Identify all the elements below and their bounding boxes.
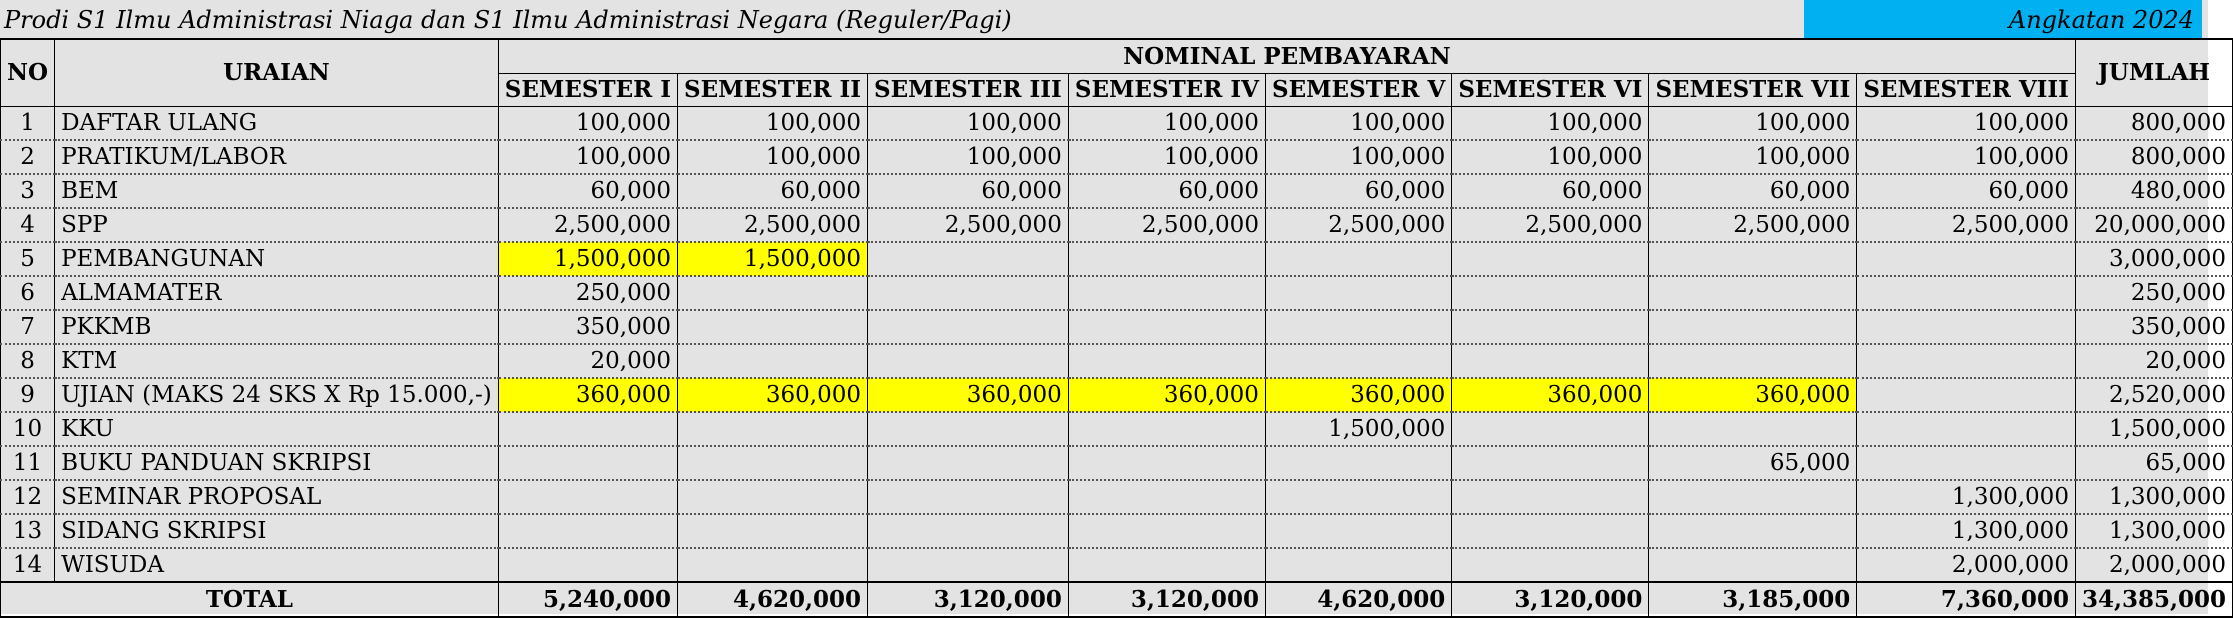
cell-semester-8[interactable] xyxy=(1857,344,2076,378)
cell-jumlah[interactable]: 2,520,000 xyxy=(2075,378,2232,412)
total-semester-5[interactable]: 4,620,000 xyxy=(1265,582,1451,617)
cell-semester-2[interactable] xyxy=(678,412,868,446)
cell-semester-1[interactable]: 20,000 xyxy=(498,344,677,378)
cell-semester-7[interactable] xyxy=(1649,276,1857,310)
cell-uraian[interactable]: WISUDA xyxy=(55,548,499,582)
total-semester-3[interactable]: 3,120,000 xyxy=(868,582,1069,617)
cell-semester-6[interactable] xyxy=(1452,548,1649,582)
cell-semester-3[interactable] xyxy=(868,310,1069,344)
cell-semester-6[interactable] xyxy=(1452,310,1649,344)
cell-semester-6[interactable] xyxy=(1452,480,1649,514)
cell-semester-2[interactable] xyxy=(678,446,868,480)
cell-semester-3[interactable] xyxy=(868,548,1069,582)
header-semester-8[interactable]: SEMESTER VIII xyxy=(1857,74,2076,107)
cell-semester-8[interactable] xyxy=(1857,276,2076,310)
cell-semester-6[interactable] xyxy=(1452,446,1649,480)
cell-semester-5[interactable]: 60,000 xyxy=(1265,174,1451,208)
cell-semester-8[interactable]: 1,300,000 xyxy=(1857,514,2076,548)
cell-uraian[interactable]: KTM xyxy=(55,344,499,378)
cell-uraian[interactable]: SEMINAR PROPOSAL xyxy=(55,480,499,514)
cell-semester-4[interactable]: 60,000 xyxy=(1068,174,1265,208)
cell-semester-6[interactable] xyxy=(1452,412,1649,446)
cell-uraian[interactable]: BUKU PANDUAN SKRIPSI xyxy=(55,446,499,480)
total-semester-2[interactable]: 4,620,000 xyxy=(678,582,868,617)
cell-jumlah[interactable]: 2,000,000 xyxy=(2075,548,2232,582)
table-row xyxy=(1,140,2233,174)
sheet-title[interactable]: Prodi S1 Ilmu Administrasi Niaga dan S1 Ilmu Administrasi Negara (Reguler/Pagi) xyxy=(4,6,1012,34)
header-semester-7[interactable]: SEMESTER VII xyxy=(1649,74,1857,107)
cell-semester-4[interactable] xyxy=(1068,514,1265,548)
header-jumlah[interactable]: JUMLAH xyxy=(2075,39,2232,107)
cell-semester-2[interactable] xyxy=(678,310,868,344)
angkatan-cell[interactable]: Angkatan 2024 xyxy=(1804,0,2202,38)
cell-semester-6[interactable] xyxy=(1452,514,1649,548)
cell-semester-7[interactable]: 360,000 xyxy=(1649,378,1857,412)
cell-uraian[interactable]: PKKMB xyxy=(55,310,499,344)
cell-semester-5[interactable] xyxy=(1265,276,1451,310)
cell-semester-4[interactable]: 100,000 xyxy=(1068,140,1265,174)
cell-semester-7[interactable]: 100,000 xyxy=(1649,140,1857,174)
total-semester-8[interactable]: 7,360,000 xyxy=(1857,582,2076,617)
cell-semester-5[interactable] xyxy=(1265,446,1451,480)
cell-no[interactable]: 9 xyxy=(1,378,55,412)
cell-semester-4[interactable]: 2,500,000 xyxy=(1068,208,1265,242)
cell-semester-8[interactable]: 100,000 xyxy=(1857,107,2076,141)
table-row xyxy=(1,548,2233,582)
cell-no[interactable]: 11 xyxy=(1,446,55,480)
cell-semester-8[interactable]: 60,000 xyxy=(1857,174,2076,208)
cell-semester-1[interactable] xyxy=(498,446,677,480)
cell-semester-6[interactable] xyxy=(1452,344,1649,378)
cell-semester-1[interactable] xyxy=(498,412,677,446)
cell-semester-4[interactable]: 100,000 xyxy=(1068,107,1265,141)
cell-semester-5[interactable] xyxy=(1265,514,1451,548)
cell-semester-2[interactable]: 2,500,000 xyxy=(678,208,868,242)
cell-semester-6[interactable] xyxy=(1452,242,1649,276)
cell-semester-1[interactable]: 60,000 xyxy=(498,174,677,208)
cell-jumlah[interactable]: 65,000 xyxy=(2075,446,2232,480)
cell-semester-8[interactable] xyxy=(1857,412,2076,446)
cell-semester-4[interactable]: 360,000 xyxy=(1068,378,1265,412)
table-row xyxy=(1,276,2233,310)
cell-semester-5[interactable]: 360,000 xyxy=(1265,378,1451,412)
cell-semester-7[interactable] xyxy=(1649,310,1857,344)
cell-semester-7[interactable] xyxy=(1649,480,1857,514)
cell-no[interactable]: 4 xyxy=(1,208,55,242)
table-row xyxy=(1,174,2233,208)
fee-table xyxy=(0,38,2233,618)
cell-semester-2[interactable] xyxy=(678,514,868,548)
cell-semester-5[interactable] xyxy=(1265,548,1451,582)
cell-semester-3[interactable] xyxy=(868,412,1069,446)
header-semester-5[interactable]: SEMESTER V xyxy=(1265,74,1451,107)
cell-semester-4[interactable] xyxy=(1068,310,1265,344)
cell-semester-5[interactable] xyxy=(1265,310,1451,344)
cell-uraian[interactable]: UJIAN (MAKS 24 SKS X Rp 15.000,-) xyxy=(55,378,499,412)
cell-semester-1[interactable]: 2,500,000 xyxy=(498,208,677,242)
cell-jumlah[interactable]: 3,000,000 xyxy=(2075,242,2232,276)
cell-semester-5[interactable]: 100,000 xyxy=(1265,140,1451,174)
cell-semester-1[interactable] xyxy=(498,514,677,548)
table-row xyxy=(1,208,2233,242)
cell-semester-5[interactable] xyxy=(1265,480,1451,514)
cell-no[interactable]: 6 xyxy=(1,276,55,310)
cell-semester-5[interactable]: 1,500,000 xyxy=(1265,412,1451,446)
table-row xyxy=(1,480,2233,514)
cell-semester-4[interactable] xyxy=(1068,412,1265,446)
cell-semester-7[interactable]: 65,000 xyxy=(1649,446,1857,480)
cell-semester-3[interactable] xyxy=(868,480,1069,514)
cell-uraian[interactable]: KKU xyxy=(55,412,499,446)
cell-uraian[interactable]: ALMAMATER xyxy=(55,276,499,310)
cell-semester-4[interactable] xyxy=(1068,446,1265,480)
total-semester-6[interactable]: 3,120,000 xyxy=(1452,582,1649,617)
cell-semester-2[interactable] xyxy=(678,276,868,310)
table-row xyxy=(1,412,2233,446)
cell-semester-3[interactable]: 2,500,000 xyxy=(868,208,1069,242)
header-semester-3[interactable]: SEMESTER III xyxy=(868,74,1069,107)
table-row xyxy=(1,378,2233,412)
cell-uraian[interactable]: SIDANG SKRIPSI xyxy=(55,514,499,548)
cell-no[interactable]: 10 xyxy=(1,412,55,446)
total-semester-1[interactable]: 5,240,000 xyxy=(498,582,677,617)
cell-jumlah[interactable]: 1,500,000 xyxy=(2075,412,2232,446)
cell-jumlah[interactable]: 350,000 xyxy=(2075,310,2232,344)
cell-no[interactable]: 7 xyxy=(1,310,55,344)
cell-semester-5[interactable]: 100,000 xyxy=(1265,107,1451,141)
table-row xyxy=(1,242,2233,276)
cell-semester-8[interactable] xyxy=(1857,242,2076,276)
cell-semester-7[interactable] xyxy=(1649,548,1857,582)
cell-semester-4[interactable] xyxy=(1068,480,1265,514)
header-semester-6[interactable]: SEMESTER VI xyxy=(1452,74,1649,107)
cell-semester-8[interactable] xyxy=(1857,378,2076,412)
cell-semester-3[interactable]: 360,000 xyxy=(868,378,1069,412)
cell-jumlah[interactable]: 20,000 xyxy=(2075,344,2232,378)
cell-no[interactable]: 13 xyxy=(1,514,55,548)
cell-semester-7[interactable]: 100,000 xyxy=(1649,107,1857,141)
cell-semester-1[interactable]: 100,000 xyxy=(498,140,677,174)
cell-uraian[interactable]: SPP xyxy=(55,208,499,242)
cell-semester-2[interactable] xyxy=(678,548,868,582)
cell-semester-6[interactable]: 60,000 xyxy=(1452,174,1649,208)
cell-semester-7[interactable] xyxy=(1649,344,1857,378)
cell-no[interactable]: 14 xyxy=(1,548,55,582)
cell-no[interactable]: 3 xyxy=(1,174,55,208)
cell-semester-3[interactable]: 60,000 xyxy=(868,174,1069,208)
cell-semester-2[interactable]: 360,000 xyxy=(678,378,868,412)
cell-semester-8[interactable]: 1,300,000 xyxy=(1857,480,2076,514)
cell-semester-7[interactable]: 2,500,000 xyxy=(1649,208,1857,242)
total-jumlah[interactable]: 34,385,000 xyxy=(2075,582,2232,617)
cell-semester-7[interactable] xyxy=(1649,242,1857,276)
total-semester-4[interactable]: 3,120,000 xyxy=(1068,582,1265,617)
cell-semester-2[interactable] xyxy=(678,344,868,378)
cell-jumlah[interactable]: 1,300,000 xyxy=(2075,480,2232,514)
cell-semester-4[interactable] xyxy=(1068,548,1265,582)
header-no[interactable]: NO xyxy=(1,39,55,107)
cell-jumlah[interactable]: 20,000,000 xyxy=(2075,208,2232,242)
cell-semester-1[interactable]: 250,000 xyxy=(498,276,677,310)
cell-semester-4[interactable] xyxy=(1068,344,1265,378)
header-semester-1[interactable]: SEMESTER I xyxy=(498,74,677,107)
total-row xyxy=(1,582,2233,617)
cell-no[interactable]: 12 xyxy=(1,480,55,514)
cell-semester-3[interactable]: 100,000 xyxy=(868,107,1069,141)
cell-uraian[interactable]: DAFTAR ULANG xyxy=(55,107,499,141)
cell-semester-7[interactable] xyxy=(1649,412,1857,446)
cell-semester-1[interactable]: 1,500,000 xyxy=(498,242,677,276)
cell-semester-8[interactable] xyxy=(1857,446,2076,480)
cell-semester-6[interactable]: 360,000 xyxy=(1452,378,1649,412)
cell-semester-3[interactable] xyxy=(868,514,1069,548)
cell-semester-3[interactable] xyxy=(868,344,1069,378)
cell-semester-2[interactable]: 100,000 xyxy=(678,107,868,141)
cell-semester-1[interactable]: 100,000 xyxy=(498,107,677,141)
cell-semester-8[interactable] xyxy=(1857,310,2076,344)
cell-semester-3[interactable] xyxy=(868,242,1069,276)
cell-jumlah[interactable]: 1,300,000 xyxy=(2075,514,2232,548)
cell-semester-3[interactable] xyxy=(868,446,1069,480)
cell-semester-8[interactable]: 100,000 xyxy=(1857,140,2076,174)
cell-semester-2[interactable]: 100,000 xyxy=(678,140,868,174)
cell-semester-2[interactable]: 60,000 xyxy=(678,174,868,208)
cell-semester-8[interactable]: 2,500,000 xyxy=(1857,208,2076,242)
cell-semester-5[interactable] xyxy=(1265,344,1451,378)
cell-no[interactable]: 5 xyxy=(1,242,55,276)
total-semester-7[interactable]: 3,185,000 xyxy=(1649,582,1857,617)
cell-semester-2[interactable]: 1,500,000 xyxy=(678,242,868,276)
header-semester-4[interactable]: SEMESTER IV xyxy=(1068,74,1265,107)
cell-semester-7[interactable] xyxy=(1649,514,1857,548)
header-nominal-pembayaran[interactable]: NOMINAL PEMBAYARAN xyxy=(498,39,2075,74)
cell-jumlah[interactable]: 480,000 xyxy=(2075,174,2232,208)
cell-semester-6[interactable]: 2,500,000 xyxy=(1452,208,1649,242)
cell-semester-4[interactable] xyxy=(1068,276,1265,310)
cell-semester-8[interactable]: 2,000,000 xyxy=(1857,548,2076,582)
cell-semester-3[interactable] xyxy=(868,276,1069,310)
cell-semester-6[interactable]: 100,000 xyxy=(1452,107,1649,141)
cell-semester-5[interactable] xyxy=(1265,242,1451,276)
header-semester-2[interactable]: SEMESTER II xyxy=(678,74,868,107)
cell-semester-5[interactable]: 2,500,000 xyxy=(1265,208,1451,242)
cell-no[interactable]: 1 xyxy=(1,107,55,141)
header-uraian[interactable]: URAIAN xyxy=(55,39,499,107)
cell-semester-3[interactable]: 100,000 xyxy=(868,140,1069,174)
cell-jumlah[interactable]: 800,000 xyxy=(2075,140,2232,174)
table-row xyxy=(1,344,2233,378)
cell-semester-4[interactable] xyxy=(1068,242,1265,276)
cell-semester-1[interactable] xyxy=(498,548,677,582)
cell-semester-6[interactable] xyxy=(1452,276,1649,310)
cell-semester-6[interactable]: 100,000 xyxy=(1452,140,1649,174)
cell-no[interactable]: 2 xyxy=(1,140,55,174)
table-row xyxy=(1,514,2233,548)
cell-semester-1[interactable] xyxy=(498,480,677,514)
cell-uraian[interactable]: PRATIKUM/LABOR xyxy=(55,140,499,174)
title-row xyxy=(0,0,2208,38)
table-row xyxy=(1,310,2233,344)
cell-jumlah[interactable]: 250,000 xyxy=(2075,276,2232,310)
cell-semester-7[interactable]: 60,000 xyxy=(1649,174,1857,208)
table-row xyxy=(1,107,2233,141)
cell-no[interactable]: 8 xyxy=(1,344,55,378)
cell-uraian[interactable]: BEM xyxy=(55,174,499,208)
table-row xyxy=(1,446,2233,480)
total-label[interactable]: TOTAL xyxy=(1,582,499,617)
cell-semester-1[interactable]: 360,000 xyxy=(498,378,677,412)
cell-jumlah[interactable]: 800,000 xyxy=(2075,107,2232,141)
cell-semester-2[interactable] xyxy=(678,480,868,514)
cell-semester-1[interactable]: 350,000 xyxy=(498,310,677,344)
cell-uraian[interactable]: PEMBANGUNAN xyxy=(55,242,499,276)
